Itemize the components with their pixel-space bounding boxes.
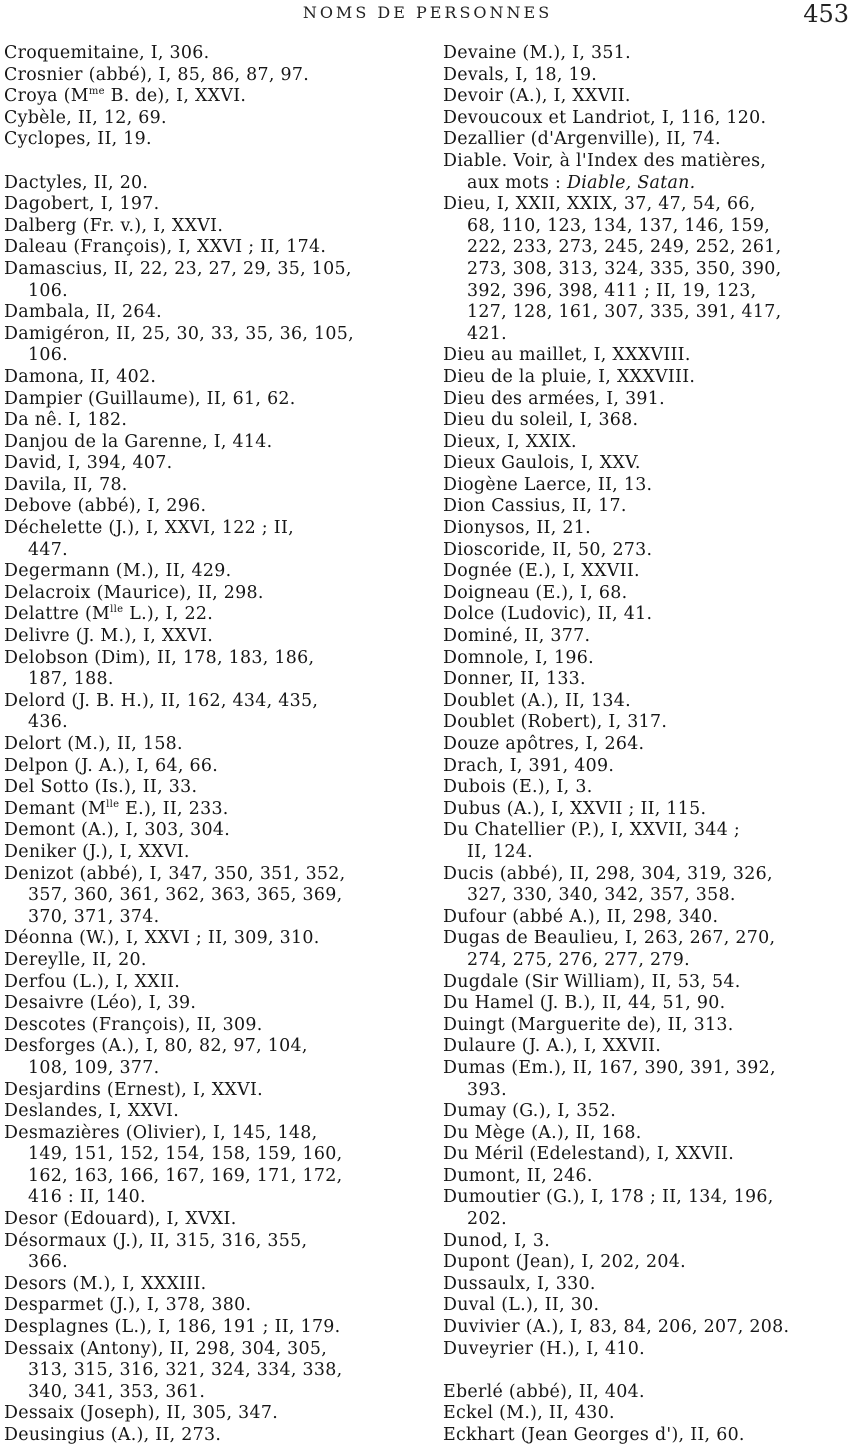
index-entry: Doublet (A.), II, 134. [443,690,631,711]
index-entry: Da nê. I, 182. [4,410,128,431]
index-entry: Eckel (M.), II, 430. [443,1403,615,1424]
index-entry: Dessaix (Antony), II, 298, 304, 305, 313, 315, 316, 321, 324, 334, 338, 340, 341, 353, 361. [4,1338,343,1402]
index-entry: Croquemitaine, I, 306. [4,43,210,63]
index-entry: Dezallier (d'Argenville), II, 74. [443,129,721,150]
index-entry: Desforges (A.), I, 80, 82, 97, 104, 108, 109, 377. [4,1036,308,1078]
index-entry: Doigneau (E.), I, 68. [443,582,628,603]
index-entry: Delort (M.), II, 158. [4,734,183,754]
index-entry: Dognée (E.), I, XXVII. [443,561,640,582]
index-entry: Dieu, I, XXII, XXIX, 37, 47, 54, 66, 68, 110, 123, 134, 137, 146, 159, 222, 233, 273, 245, 249, 252, 261, 273, 308, 313, 324, 335, 350, 390, 392, 396, 398, 411 ; II, 19, 123, 127, 128, 161, 307, 335, 391, 417, 421. [443,194,782,344]
index-entry: Desor (Edouard), I, XVXI. [4,1209,237,1230]
index-entry: Davila, II, 78. [4,474,128,495]
index-entry: Diable. Voir, à l'Index des matières, aux mots : Diable, Satan. [443,150,767,193]
index-entry: Domnole, I, 196. [443,647,594,668]
index-entry: Demant ($M^{lle}$ E.), II, 233. [4,798,229,819]
index-entry: Desjardins (Ernest), I, XXVI. [4,1079,263,1100]
index-entry: Dieu au maillet, I, XXXVIII. [443,345,691,366]
index-column-right [443,43,853,1447]
index-entry: Dubois (E.), I, 3. [443,777,593,798]
index-entry: Eckhart (Jean Georges d'), II, 60. [443,1425,745,1445]
index-column-left [4,43,424,1447]
page-number: 453 [803,0,849,28]
index-entry: Degermann (M.), II, 429. [4,561,232,582]
index-entry: Dalberg (Fr. v.), I, XXVI. [4,215,224,236]
index-entry: Devals, I, 18, 19. [443,64,598,85]
index-entry: Dactyles, II, 20. [4,172,149,193]
index-entry: Eberlé (abbé), II, 404. [443,1381,645,1402]
index-entry: Dumay (G.), I, 352. [443,1101,617,1122]
index-entry: Dumas (Em.), II, 167, 390, 391, 392, 393. [443,1057,776,1100]
index-entry: Dugdale (Sir William), II, 53, 54. [443,971,741,992]
running-head: NOMS DE PERSONNES [302,3,553,22]
index-entry: Desmazières (Olivier), I, 145, 148, 149, 151, 152, 154, 158, 159, 160, 162, 163, 166, 167, 169, 171, 172, 416 : II, 140. [4,1122,343,1208]
index-entry: Dionysos, II, 21. [443,518,591,539]
index-entry: Drach, I, 391, 409. [443,755,615,776]
index-entry: Delpon (J. A.), I, 64, 66. [4,755,219,776]
index-entry: Desaivre (Léo), I, 39. [4,993,197,1014]
index-entry: Dieux, I, XXIX. [443,431,577,452]
index-entry: Donner, II, 133. [443,669,586,690]
index-entry: Delivre (J. M.), I, XXVI. [4,626,214,647]
index-entry: Del Sotto (Is.), II, 33. [4,777,198,798]
index-entry: Damascius, II, 22, 23, 27, 29, 35, 105, 106. [4,258,352,301]
index-entry: Diogène Laerce, II, 13. [443,474,653,495]
index-entry: Deusingius (A.), II, 273. [4,1425,222,1445]
index-entry: Denizot (abbé), I, 347, 350, 351, 352, 357, 360, 361, 362, 363, 365, 369, 370, 371, 374. [4,863,346,927]
index-entry: Dumoutier (G.), I, 178 ; II, 134, 196, 202. [443,1187,774,1230]
index-entry: Du Hamel (J. B.), II, 44, 51, 90. [443,993,726,1014]
index-entry: Dieu de la pluie, I, XXXVIII. [443,366,696,387]
index-entry: Delattre ($M^{lle}$ L.), I, 22. [4,604,214,625]
index-entry: Ducis (abbé), II, 298, 304, 319, 326, 327, 330, 340, 342, 357, 358. [443,863,773,906]
index-entry: Duingt (Marguerite de), II, 313. [443,1014,734,1035]
index-entry: Devoucoux et Landriot, I, 116, 120. [443,107,767,128]
index-entry: Devoir (A.), I, XXVII. [443,86,631,107]
letter-gap [4,151,424,173]
index-entry: Crosnier (abbé), I, 85, 86, 87, 97. [4,64,310,85]
index-entry: Dereylle, II, 20. [4,949,147,970]
index-entry: Déchelette (J.), I, XXVI, 122 ; II, 447. [4,518,294,560]
index-entry: Dioscoride, II, 50, 273. [443,539,653,560]
index-entry: Delord (J. B. H.), II, 162, 434, 435, 436. [4,690,319,733]
index-entry: Damona, II, 402. [4,366,157,387]
index-entry: Doublet (Robert), I, 317. [443,712,668,733]
index-entry: Cyclopes, II, 19. [4,129,152,150]
index-entry: Desplagnes (L.), I, 186, 191 ; II, 179. [4,1317,341,1338]
index-entry: Douze apôtres, I, 264. [443,734,645,754]
index-entry: Damigéron, II, 25, 30, 33, 35, 36, 105, 106. [4,323,354,366]
index-entry: Dieu des armées, I, 391. [443,388,665,409]
index-entry: Descotes (François), II, 309. [4,1014,263,1035]
index-entry: Dieux Gaulois, I, XXV. [443,453,641,474]
page-header [0,0,855,30]
index-entry: Derfou (L.), I, XXII. [4,971,181,992]
index-entry: Dominé, II, 377. [443,626,591,647]
index-entry: Demont (A.), I, 303, 304. [4,820,231,841]
index-entry: Deslandes, I, XXVI. [4,1101,180,1122]
index-entry: Duval (L.), II, 30. [443,1295,600,1316]
index-entry: Desors (M.), I, XXXIII. [4,1273,207,1294]
index-entry: Désormaux (J.), II, 315, 316, 355, 366. [4,1230,308,1273]
index-entry: Du Mège (A.), II, 168. [443,1122,642,1143]
index-entry: Dagobert, I, 197. [4,194,160,215]
index-entry: Dunod, I, 3. [443,1230,551,1251]
index-entry: Dugas de Beaulieu, I, 263, 267, 270, 274, 275, 276, 277, 279. [443,928,776,970]
letter-gap [443,1360,853,1382]
index-entry: Danjou de la Garenne, I, 414. [4,431,273,452]
index-entry: Delacroix (Maurice), II, 298. [4,582,264,603]
index-entry: Du Méril (Edelestand), I, XXVII. [443,1144,735,1165]
index-entry: Dulaure (J. A.), I, XXVII. [443,1036,662,1057]
index-entry: David, I, 394, 407. [4,453,173,474]
index-entry: Dupont (Jean), I, 202, 204. [443,1252,686,1273]
index-entry: Dumont, II, 246. [443,1165,593,1186]
index-entry: Dubus (A.), I, XXVII ; II, 115. [443,798,707,819]
index-entry: Dieu du soleil, I, 368. [443,410,639,431]
index-entry: Déonna (W.), I, XXVI ; II, 309, 310. [4,928,320,949]
index-entry: Dolce (Ludovic), II, 41. [443,604,653,625]
index-entry: Croya ($M^{me}$ B. de), I, XXVI. [4,86,247,107]
index-entry: Dampier (Guillaume), II, 61, 62. [4,388,296,409]
index-entry: Devaine (M.), I, 351. [443,43,631,63]
index-entry: Desparmet (J.), I, 378, 380. [4,1295,252,1316]
index-entry: Dion Cassius, II, 17. [443,496,627,517]
index-entry: Dambala, II, 264. [4,302,162,323]
index-entry: Debove (abbé), I, 296. [4,496,207,517]
index-entry: Dessaix (Joseph), II, 305, 347. [4,1403,279,1424]
index-entry: Delobson (Dim), II, 178, 183, 186, 187, 188. [4,647,315,690]
index-entry: Dussaulx, I, 330. [443,1273,596,1294]
index-entry: Duvivier (A.), I, 83, 84, 206, 207, 208. [443,1317,790,1338]
index-entry: Daleau (François), I, XXVI ; II, 174. [4,237,327,258]
index-entry: Cybèle, II, 12, 69. [4,107,167,128]
index-entry: Dufour (abbé A.), II, 298, 340. [443,906,719,927]
index-entry: Duveyrier (H.), I, 410. [443,1338,645,1359]
index-entry: Du Chatellier (P.), I, XXVII, 344 ; II, 124. [443,820,741,862]
index-entry: Deniker (J.), I, XXVI. [4,841,190,862]
